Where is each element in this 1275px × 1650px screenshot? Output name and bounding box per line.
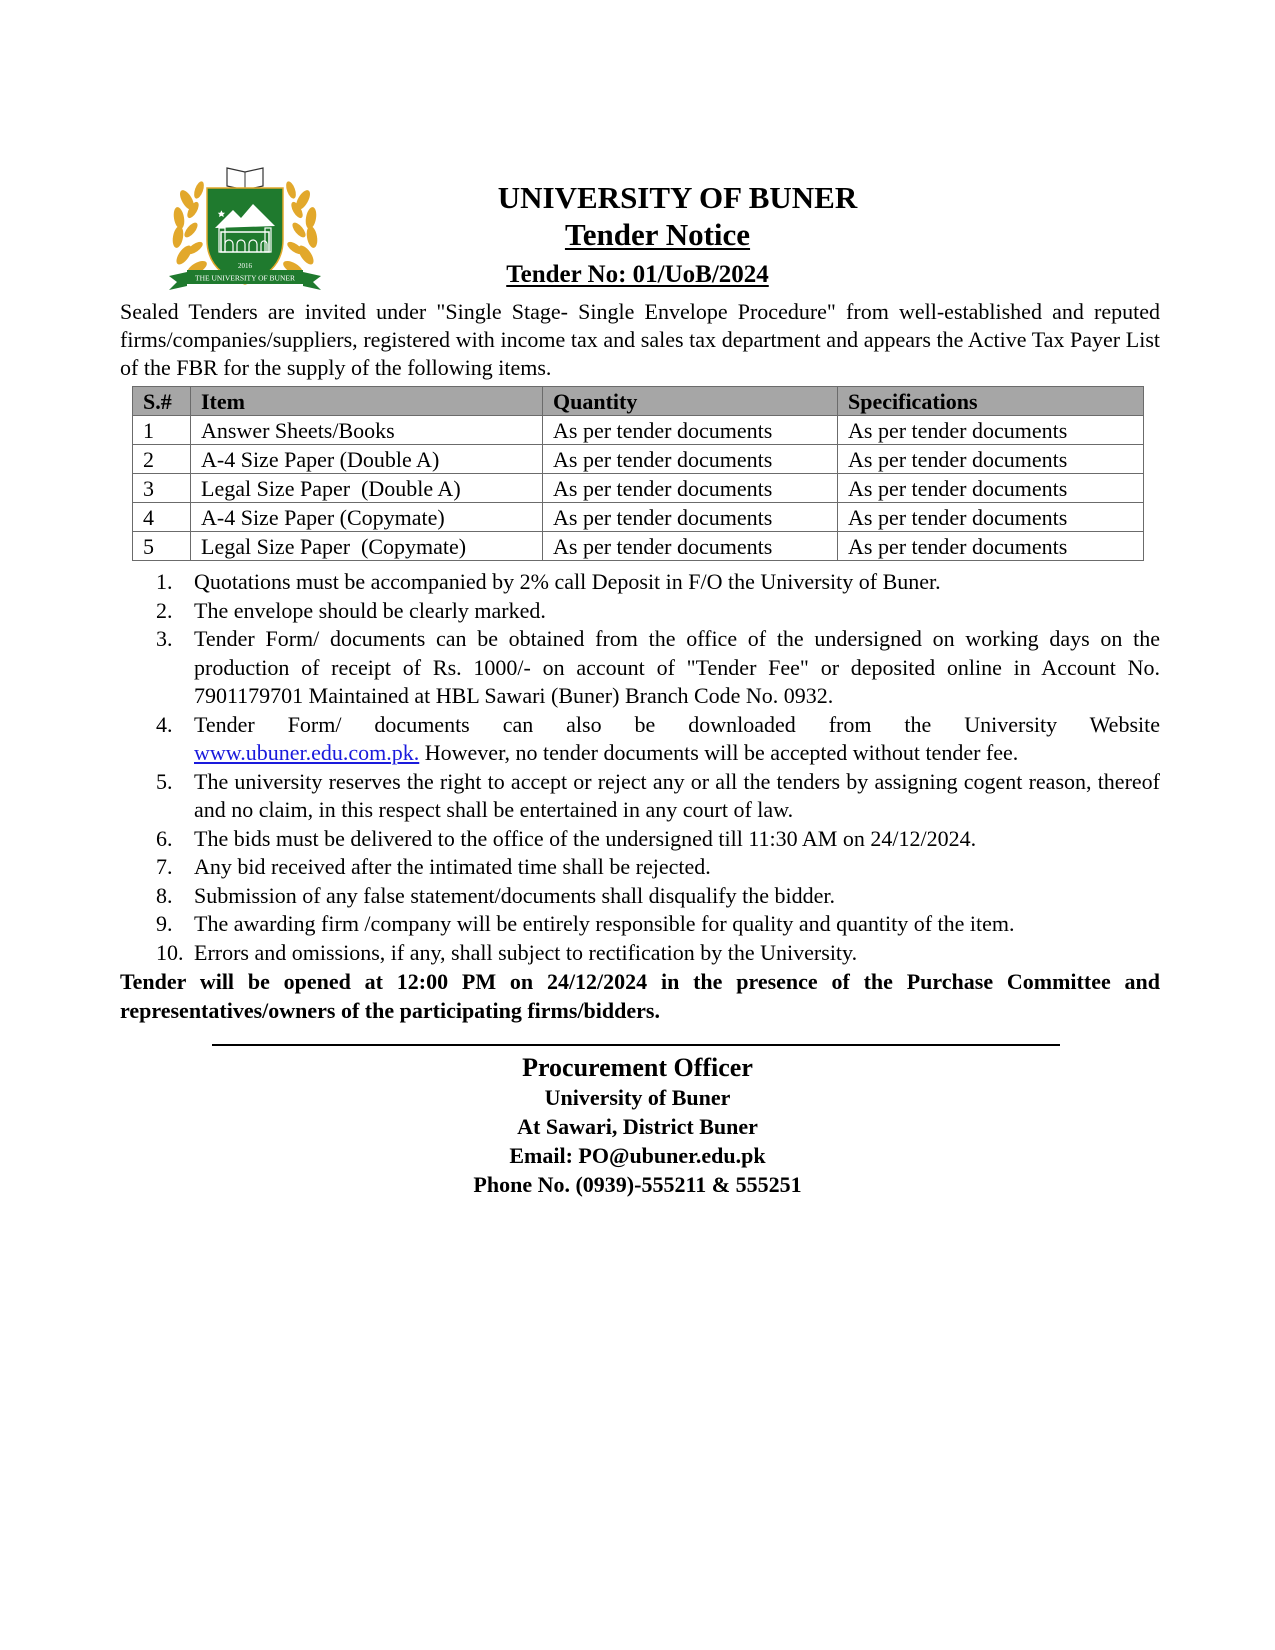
term-text: The awarding firm /company will be entirely responsible for quality and quantity of the item. (194, 911, 1015, 936)
cell-specifications: As per tender documents (838, 503, 1144, 532)
terms-list (120, 568, 1160, 967)
table-row (133, 416, 1144, 445)
term-item (120, 910, 1160, 939)
term-number: 4. (156, 711, 173, 737)
term-number: 5. (156, 768, 173, 794)
cell-quantity: As per tender documents (543, 532, 838, 561)
cell-quantity: As per tender documents (543, 474, 838, 503)
term-item (120, 825, 1160, 854)
cell-specifications: As per tender documents (838, 532, 1144, 561)
cell-item: A-4 Size Paper (Double A) (191, 445, 543, 474)
term-item (120, 625, 1160, 711)
term-number: 3. (156, 626, 173, 651)
cell-specifications: As per tender documents (838, 416, 1144, 445)
cell-item: A-4 Size Paper (Copymate) (191, 503, 543, 532)
column-header-serial: S.# (133, 387, 191, 416)
cell-serial: 5 (133, 532, 191, 561)
term-text: Any bid received after the intimated time shall be rejected. (194, 854, 711, 879)
term-number: 8. (156, 882, 173, 908)
term-number: 9. (156, 911, 173, 936)
term-number: 1. (156, 569, 173, 594)
opening-notice: Tender will be opened at 12:00 PM on 24/12/2024 in the presence of the Purchase Committee and representatives/owners of the participating firms/bidders. (120, 969, 1160, 1023)
table-row (133, 474, 1144, 503)
cell-quantity: As per tender documents (543, 503, 838, 532)
signatory-email: Email: PO@ubuner.edu.pk (509, 1143, 766, 1168)
university-website-link[interactable]: www.ubuner.edu.com.pk. (194, 740, 420, 765)
tender-number (0, 261, 1275, 289)
term-text: Quotations must be accompanied by 2% call Deposit in F/O the University of Buner. (194, 569, 941, 594)
cell-item: Legal Size Paper (Copymate) (191, 532, 543, 561)
cell-specifications: As per tender documents (838, 474, 1144, 503)
svg-text:2016: 2016 (238, 262, 252, 270)
cell-serial: 3 (133, 474, 191, 503)
cell-specifications: As per tender documents (838, 445, 1144, 474)
cell-serial: 4 (133, 503, 191, 532)
term-item (120, 597, 1160, 626)
cell-item: Legal Size Paper (Double A) (191, 474, 543, 503)
table-row (133, 445, 1144, 474)
term-item (120, 853, 1160, 882)
column-header-specifications: Specifications (838, 387, 1144, 416)
signatory-address: At Sawari, District Buner (517, 1114, 758, 1139)
notice-title (0, 217, 1275, 253)
tender-number-text: Tender No: 01/UoB/2024 (506, 261, 769, 288)
term-text: The bids must be delivered to the office of the undersigned till 11:30 AM on 24/12/2024. (194, 825, 977, 851)
term-item (120, 768, 1160, 825)
cell-serial: 1 (133, 416, 191, 445)
term-item (120, 568, 1160, 597)
term-text: The envelope should be clearly marked. (194, 597, 546, 623)
cell-item: Answer Sheets/Books (191, 416, 543, 445)
cell-quantity: As per tender documents (543, 445, 838, 474)
table-row (133, 532, 1144, 561)
term-text: Tender Form/ documents can be obtained from the office of the undersigned on working days on the production of receipt of Rs. 1000/- on account of "Tender Fee" or deposited online in Account No. 7901179701 Maintained at HBL Sawari (Buner) Branch Code No. 0932. (194, 626, 1160, 708)
term-number: 7. (156, 854, 173, 879)
cell-serial: 2 (133, 445, 191, 474)
term-text: Tender Form/ documents can also be downloaded from the University Website (194, 711, 1160, 737)
term-text: Submission of any false statement/documents shall disqualify the bidder. (194, 882, 835, 908)
term-text: Errors and omissions, if any, shall subject to rectification by the University. (194, 939, 858, 965)
signatory-phone: Phone No. (0939)-555211 & 555251 (473, 1172, 802, 1197)
table-header-row (133, 387, 1144, 416)
column-header-item: Item (191, 387, 543, 416)
column-header-quantity: Quantity (543, 387, 838, 416)
intro-paragraph: Sealed Tenders are invited under "Single Stage- Single Envelope Procedure" from well-established and reputed firms/companies/suppliers, registered with income tax and sales tax department and appears the Active Tax Payer List of the FBR for the supply of the following items. (120, 299, 1160, 380)
signature-divider (212, 1044, 1060, 1046)
institution-name: UNIVERSITY OF BUNER (497, 180, 858, 215)
term-number: 10. (156, 939, 184, 965)
cell-quantity: As per tender documents (543, 416, 838, 445)
signatory-designation: Procurement Officer (522, 1053, 753, 1082)
term-text: The university reserves the right to accept or reject any or all the tenders by assigning cogent reason, thereof and no claim, in this respect shall be entertained in any court of law. (194, 768, 1160, 822)
items-table (132, 386, 1144, 561)
svg-text:THE UNIVERSITY OF BUNER: THE UNIVERSITY OF BUNER (195, 273, 295, 283)
notice-title-text: Tender Notice (564, 217, 751, 252)
term-item (120, 882, 1160, 911)
term-item (120, 939, 1160, 968)
table-row (133, 503, 1144, 532)
term-number: 6. (156, 825, 173, 851)
signatory-organization: University of Buner (544, 1085, 731, 1110)
term-item (120, 711, 1160, 768)
term-text-continued: However, no tender documents will be accepted without tender fee. (419, 740, 1019, 765)
term-number: 2. (156, 597, 173, 623)
